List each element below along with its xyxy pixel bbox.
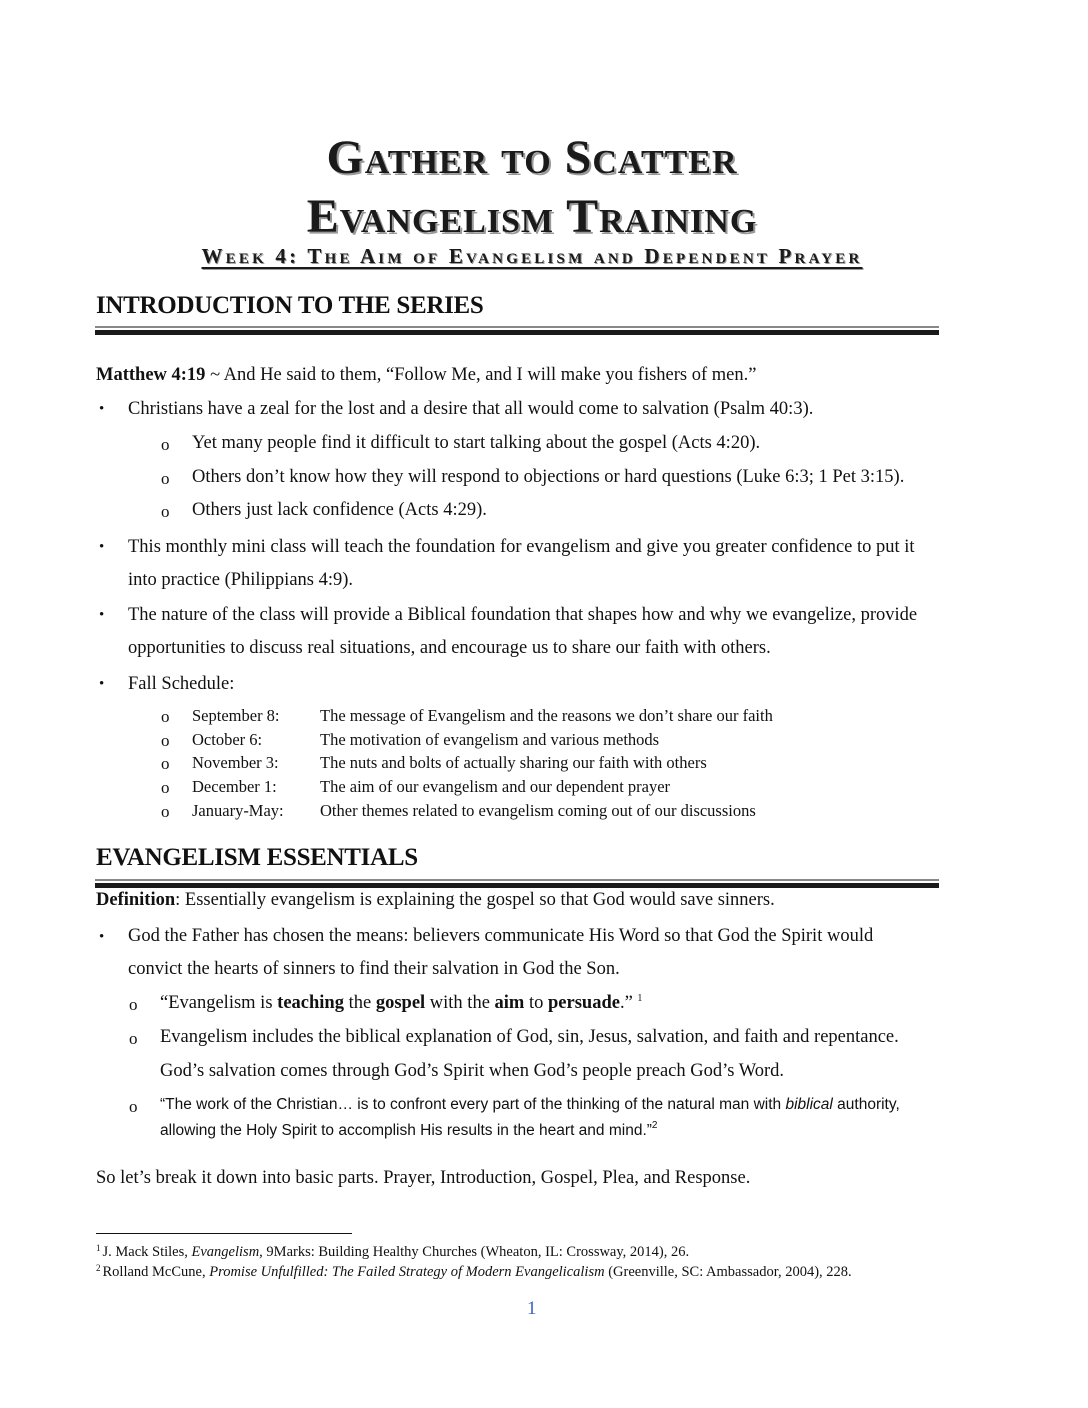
quote-text: .” (619, 993, 633, 1013)
quote-emphasis: gospel (375, 993, 426, 1013)
schedule-topic: The nuts and bolts of actually sharing our faith with others (320, 753, 707, 772)
essentials-subbullet-2-line-2: God’s salvation comes through God’s Spirit when God’s people preach God’s Word. (160, 1061, 785, 1081)
intro-bullet-2-line-2: into practice (Philippians 4:9). (128, 570, 354, 590)
footnote-separator (96, 1233, 352, 1234)
subbullet-icon: o (161, 731, 170, 750)
footnote-text: (Greenville, SC: Ambassador, 2004), 228. (604, 1264, 852, 1280)
schedule-date: January-May: (192, 801, 284, 820)
subbullet-icon: o (161, 778, 170, 797)
section-rule (95, 326, 939, 335)
subbullet-icon: o (161, 707, 170, 726)
footnote-text: Rolland McCune, (102, 1264, 210, 1280)
quote-emphasis: aim (494, 993, 525, 1013)
schedule-date: December 1: (192, 777, 277, 796)
intro-bullet-4: Fall Schedule: (128, 674, 235, 694)
closing-paragraph: So let’s break it down into basic parts. Prayer, Introduction, Gospel, Plea, and Response. (96, 1168, 751, 1188)
schedule-date: October 6: (192, 730, 263, 749)
quote-text: to (524, 993, 548, 1013)
section-heading-introduction: INTRODUCTION TO THE SERIES (96, 292, 484, 319)
verse-reference: Matthew 4:19 (96, 365, 206, 385)
footnote-text: J. Mack Stiles, (102, 1244, 192, 1260)
bullet-icon: • (99, 539, 105, 555)
essentials-subbullet-2-line-1: Evangelism includes the biblical explanation of God, sin, Jesus, salvation, and faith and repentance. (160, 1027, 899, 1047)
footnote-2 (96, 1263, 852, 1281)
subbullet-icon: o (161, 435, 170, 454)
subbullet-icon: o (161, 469, 170, 488)
verse-line (96, 365, 756, 386)
schedule-date: November 3: (192, 753, 279, 772)
intro-subbullet-1: Yet many people find it difficult to start talking about the gospel (Acts 4:20). (192, 433, 761, 453)
definition-text: : Essentially evangelism is explaining the gospel so that God would save sinners. (175, 890, 775, 910)
schedule-date: September 8: (192, 706, 280, 725)
footnote-reference[interactable]: 2 (651, 1120, 658, 1131)
subbullet-icon: o (161, 502, 170, 521)
quote-text: authority, (832, 1096, 900, 1113)
essentials-bullet-line-2: convict the hearts of sinners to find their salvation in God the Son. (128, 959, 620, 979)
quote-text: allowing the Holy Spirit to accomplish His results in the heart and mind.” (160, 1122, 652, 1139)
footnote-text: 9Marks: Building Healthy Churches (Wheaton, IL: Crossway, 2014), 26. (262, 1244, 690, 1260)
document-title-line-1: Gather to Scatter (326, 131, 738, 184)
intro-bullet-3-line-1: The nature of the class will provide a Biblical foundation that shapes how and why we evangelize, provide (128, 605, 918, 625)
subbullet-icon: o (129, 1029, 138, 1048)
subbullet-icon: o (161, 754, 170, 773)
footnote-title: Evangelism, (191, 1244, 263, 1260)
bullet-icon: • (99, 929, 105, 945)
bullet-icon: • (99, 401, 105, 417)
quote-emphasis: teaching (277, 993, 344, 1013)
intro-subbullet-3: Others just lack confidence (Acts 4:29). (192, 500, 487, 520)
subbullet-icon: o (129, 1097, 138, 1116)
intro-bullet-2-line-1: This monthly mini class will teach the foundation for evangelism and give you greater confidence to put it (128, 537, 915, 557)
footnote-1 (96, 1243, 689, 1261)
quote-text: “Evangelism is (160, 993, 278, 1013)
verse-text: ~ And He said to them, “Follow Me, and I will make you fishers of men.” (205, 365, 757, 385)
quote-emphasis: biblical (785, 1096, 833, 1113)
essentials-subbullet-3-line-2 (160, 1120, 657, 1140)
essentials-bullet-line-1: God the Father has chosen the means: believers communicate His Word so that God the Spirit would (128, 926, 874, 946)
definition-label: Definition (96, 890, 176, 910)
bullet-icon: • (99, 607, 105, 623)
intro-bullet-1: Christians have a zeal for the lost and a desire that all would come to salvation (Psalm 40:3). (128, 399, 814, 419)
schedule-topic: The message of Evangelism and the reasons we don’t share our faith (320, 706, 773, 725)
footnote-title: Promise Unfulfilled: The Failed Strategy of Modern Evangelicalism (209, 1264, 605, 1280)
footnote-number: 2 (96, 1263, 101, 1273)
quote-text: the (343, 993, 376, 1013)
quote-emphasis: persuade (548, 993, 620, 1013)
definition-line (96, 890, 775, 911)
bullet-icon: • (99, 676, 105, 692)
quote-line (160, 993, 642, 1014)
subbullet-icon: o (129, 995, 138, 1014)
intro-subbullet-2: Others don’t know how they will respond to objections or hard questions (Luke 6:3; 1 Pet 3:15). (192, 467, 905, 487)
quote-text: “The work of the Christian… is to confront every part of the thinking of the natural man with (160, 1096, 786, 1113)
essentials-subbullet-3-line-1 (160, 1096, 900, 1114)
footnote-number: 1 (96, 1243, 101, 1253)
document-title-line-2: Evangelism Training (306, 190, 758, 243)
quote-text: with the (425, 993, 495, 1013)
subbullet-icon: o (161, 802, 170, 821)
document-subtitle: Week 4: The Aim of Evangelism and Dependent Prayer (201, 244, 863, 268)
section-rule (95, 879, 939, 888)
section-heading-essentials: EVANGELISM ESSENTIALS (96, 844, 418, 871)
footnote-reference[interactable]: 1 (637, 993, 643, 1004)
schedule-topic: Other themes related to evangelism coming out of our discussions (320, 801, 756, 820)
intro-bullet-3-line-2: opportunities to discuss real situations, and encourage us to share our faith with others. (128, 638, 771, 658)
schedule-topic: The motivation of evangelism and various methods (320, 730, 660, 749)
schedule-topic: The aim of our evangelism and our dependent prayer (320, 777, 671, 796)
page-number: 1 (527, 1298, 537, 1319)
